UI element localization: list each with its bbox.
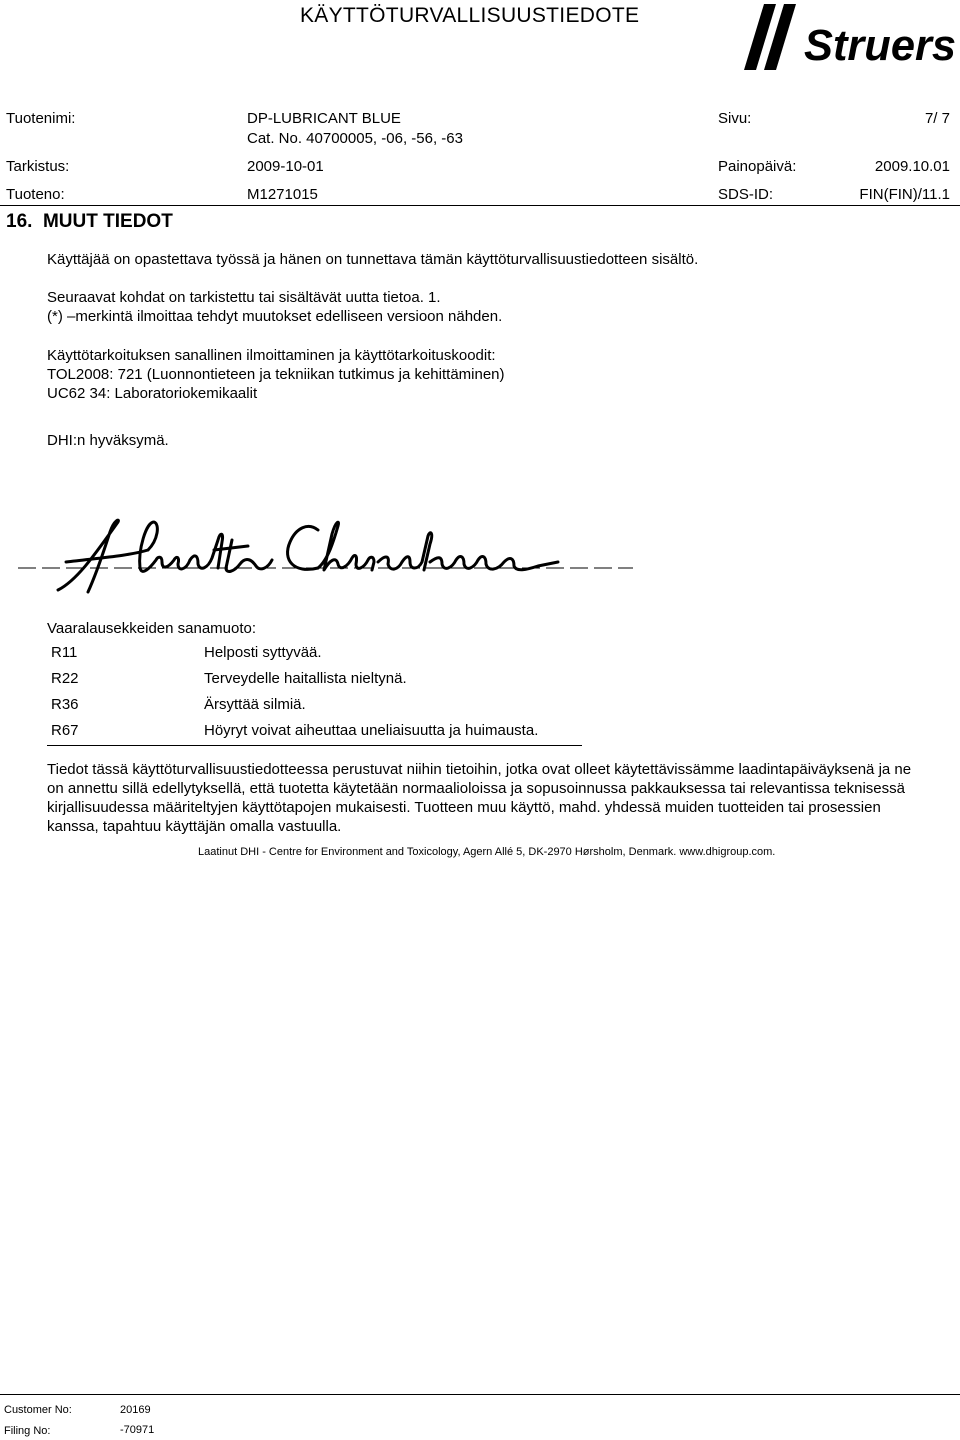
risk-text: Helposti syttyvää. [204,644,322,661]
header-divider [0,205,960,206]
document-title: KÄYTTÖTURVALLISUUSTIEDOTE [300,4,640,27]
section-title: MUUT TIEDOT [42,211,173,232]
risk-code: R11 [51,644,78,661]
product-name-label: Tuotenimi: [6,110,76,127]
signature [18,510,638,600]
svg-text:Struers: Struers [804,21,956,70]
paragraph-uc-code: UC62 34: Laboratoriokemikaalit [47,385,258,402]
paragraph-user-instruction: Käyttäjää on opastettava työssä ja hänen on tunnettava tämän käyttöturvallisuustiedotteen sisältö. [47,251,699,268]
struers-logo [742,0,960,76]
risk-code: R67 [51,722,79,739]
print-date-label: Painopäivä: [718,158,797,175]
prepared-by-note: Laatinut DHI - Centre for Environment and Toxicology, Agern Allé 5, DK-2970 Hørsholm, Denmark. www.dhigroup.com. [198,846,776,858]
paragraph-dhi-approval: DHI:n hyväksymä. [47,432,169,449]
risk-text: Terveydelle haitallista nieltynä. [204,670,407,687]
risk-code: R36 [51,696,79,713]
paragraph-use-codes-heading: Käyttötarkoituksen sanallinen ilmoittaminen ja käyttötarkoituskoodit: [47,347,496,364]
footer-divider [0,1394,960,1395]
print-date-value: 2009.10.01 [874,158,950,175]
risk-text: Ärsyttää silmiä. [204,696,306,713]
customer-number-label: Customer No: [4,1404,72,1416]
revision-value: 2009-10-01 [247,158,324,175]
risk-text: Höyryt voivat aiheuttaa uneliaisuutta ja huimausta. [204,722,539,739]
paragraph-tol-code: TOL2008: 721 (Luonnontieteen ja tekniikan tutkimus ja kehittäminen) [47,366,505,383]
risk-phrases-divider [47,745,582,746]
section-number: 16. [6,211,33,232]
page-value: 7/ 7 [924,110,950,127]
filing-number-label: Filing No: [4,1425,51,1437]
sds-id-label: SDS-ID: [718,186,774,203]
sds-id-value: FIN(FIN)/11.1 [859,186,950,203]
risk-phrases-heading: Vaaralausekkeiden sanamuoto: [47,620,257,637]
filing-number-value: -70971 [120,1424,155,1436]
product-number-value: M1271015 [247,186,318,203]
section-heading [6,211,173,233]
product-name: DP-LUBRICANT BLUE [247,110,401,127]
disclaimer-paragraph: Tiedot tässä käyttöturvallisuustiedotteessa perustuvat niihin tietoihin, jotka ovat olleet käytettävissämme laadintapäiväyksenä ja ne on annettu sillä edellytyksellä, että tuotetta käytetään normaalioloissa ja sopusoinnussa pakkauksessa tai relevantissa teknisessä kirjallisuudessa määriteltyjen käyttötapojen mukaisesti. Tuotteen muu käyttö, mahd. yhdessä muiden tuotteiden tai prosessien kanssa, tapahtuu käyttäjän omalla vastuulla. [47,761,912,835]
catalog-number: Cat. No. 40700005, -06, -56, -63 [247,130,463,147]
page-label: Sivu: [718,110,752,127]
revision-label: Tarkistus: [6,158,70,175]
risk-code: R22 [51,670,79,687]
paragraph-revised-items: Seuraavat kohdat on tarkistettu tai sisältävät uutta tietoa. 1. [47,289,441,306]
product-number-label: Tuoteno: [6,186,65,203]
paragraph-change-marker: (*) –merkintä ilmoittaa tehdyt muutokset edelliseen versioon nähden. [47,308,503,325]
customer-number-value: 20169 [120,1404,151,1416]
